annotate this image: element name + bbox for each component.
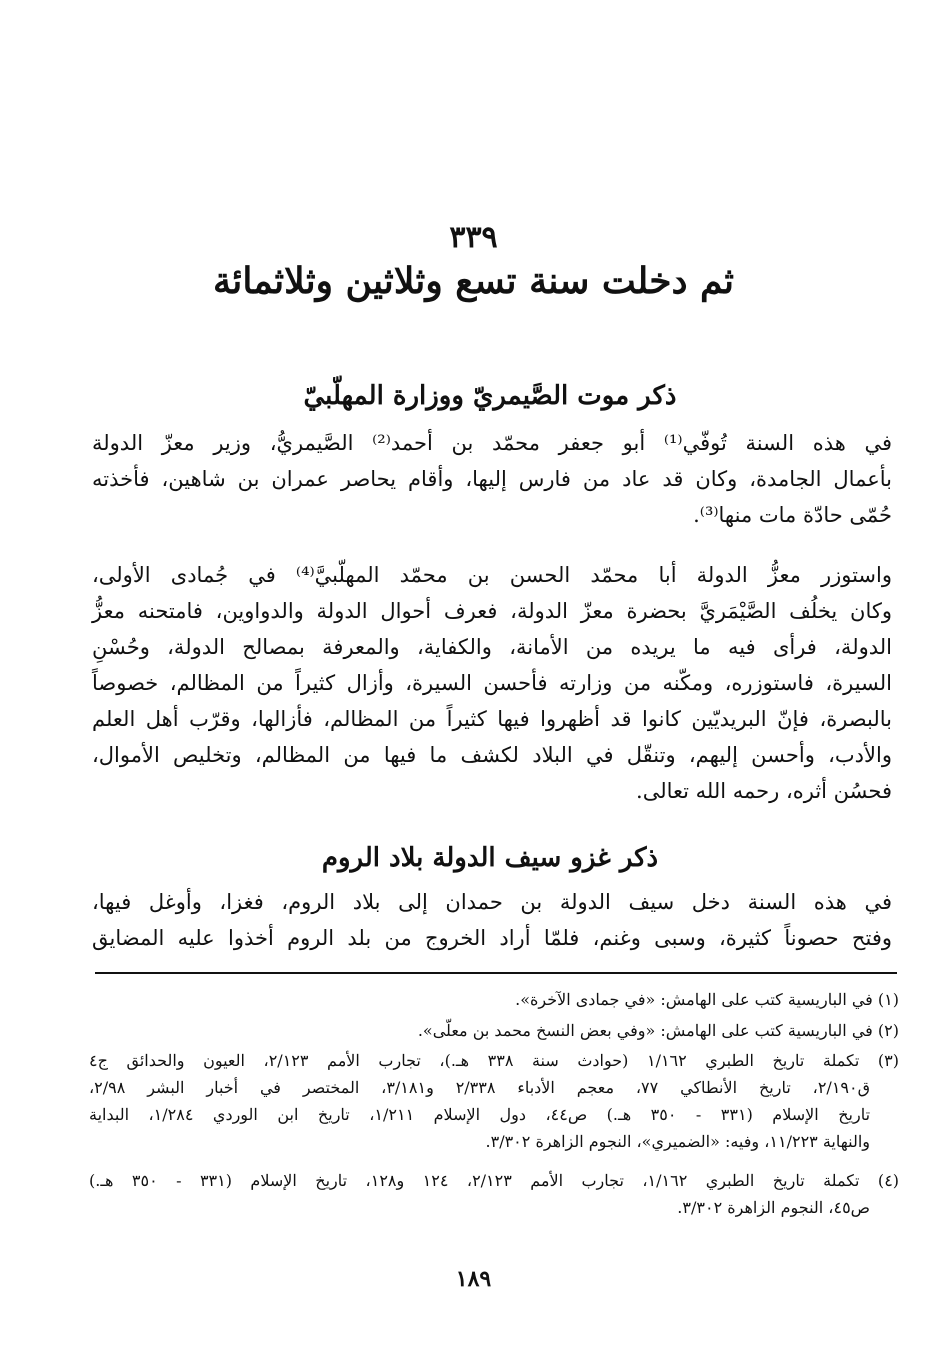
text-line: في هذه السنة دخل سيف الدولة بن حمدان إلى بلاد الروم، فغزا، وأوغل فيها، <box>92 890 892 914</box>
text-line: السيرة، فاستوزره، ومكّنه من وزارته فأحسن السيرة، وأزال كثيراً من المظالم، خصوصاً <box>92 671 892 695</box>
footnote-line: ق٢/١٩٠، تاريخ الأنطاكي ٧٧، معجم الأدباء ٢/٣٣٨ و٣/١٨١، المختصر في أخبار البشر ٢/٩٨، <box>89 1078 871 1097</box>
text-line: وفتح حصوناً كثيرة، وسبى وغنم، فلمّا أراد الخروج من بلد الروم أخذوا عليه المضايق <box>92 926 892 950</box>
text-line: فحسُن أثره، رحمه الله تعالى. <box>636 779 892 803</box>
text-line: بأعمال الجامدة، وكان قد عاد من فارس إليها، وأقام يحاصر عمران بن شاهين، فأخذته <box>92 467 892 491</box>
section-heading: ذكر غزو سيف الدولة بلاد الروم <box>321 843 659 873</box>
text-line: وكان يخلُف الصَّيْمَريَّ بحضرة معزّ الدولة، فعرف أحوال الدولة والدواوين، فامتحنه معزُّ <box>92 599 892 623</box>
text-line: بالبصرة، فإنّ البريديّين كانوا قد أظهروا فيها كثيراً من المظالم، فأزالها، وقرّب أهل العلم <box>92 707 892 731</box>
footnote: (٤) تكملة تاريخ الطبري ١/١٦٢، تجارب الأمم ٢/١٢٣، ١٢٤ و١٢٨، تاريخ الإسلام (٣٣١ - ٣٥٠ هـ.) <box>89 1171 900 1190</box>
section-heading: ذكر موت الصَّيمريّ ووزارة المهلّبيّ <box>303 381 677 411</box>
footnote-separator <box>95 972 897 974</box>
footnote: (٢) في الباريسية كتب على الهامش: «وفي بعض النسخ محمد بن معلّى». <box>417 1021 899 1040</box>
chapter-title: ثم دخلت سنة تسع وثلاثين وثلاثمائة <box>213 260 734 302</box>
text-line: واستوزر معزُّ الدولة أبا محمّد الحسن بن محمّد المهلّبيَّ⁽⁴⁾ في جُمادى الأولى، <box>92 563 892 587</box>
text-line: الدولة، فرأى فيه ما يريده من الأمانة، والكفاية، والمعرفة بمصالح الدولة، وحُسْنِ <box>92 635 892 659</box>
footnote: (٣) تكملة تاريخ الطبري ١/١٦٢ (حوادث سنة ٣٣٨ هـ.)، تجارب الأمم ٢/١٢٣، العيون والحدائق ج٤ <box>89 1051 899 1070</box>
text-line: والأدب، وأحسن إليهم، وتنقّل في البلاد لكشف ما فيها من المظالم، وتخليص الأموال، <box>92 743 892 767</box>
footnote-line: والنهاية ١١/٢٢٣، وفيه: «الضميري»، النجوم الزاهرة ٣/٣٠٢. <box>485 1132 870 1151</box>
page-number: ١٨٩ <box>455 1266 492 1292</box>
text-line: حُمّى حادّة مات منها⁽³⁾. <box>693 503 892 527</box>
footnote: (١) في الباريسية كتب على الهامش: «في جمادى الآخرة». <box>515 990 899 1009</box>
year-heading: ٣٣٩ <box>449 220 498 255</box>
footnote-line: ص٤٥، النجوم الزاهرة ٣/٣٠٢. <box>677 1198 870 1217</box>
text-line: في هذه السنة تُوفّي⁽¹⁾ أبو جعفر محمّد بن أحمد⁽²⁾ الصَّيمريُّ، وزير معزّ الدولة <box>92 431 892 455</box>
footnote-line: تاريخ الإسلام (٣٣١ - ٣٥٠ هـ.) ص٤٤، دول الإسلام ١/٢١١، تاريخ ابن الوردي ١/٢٨٤، البداية <box>89 1105 871 1124</box>
